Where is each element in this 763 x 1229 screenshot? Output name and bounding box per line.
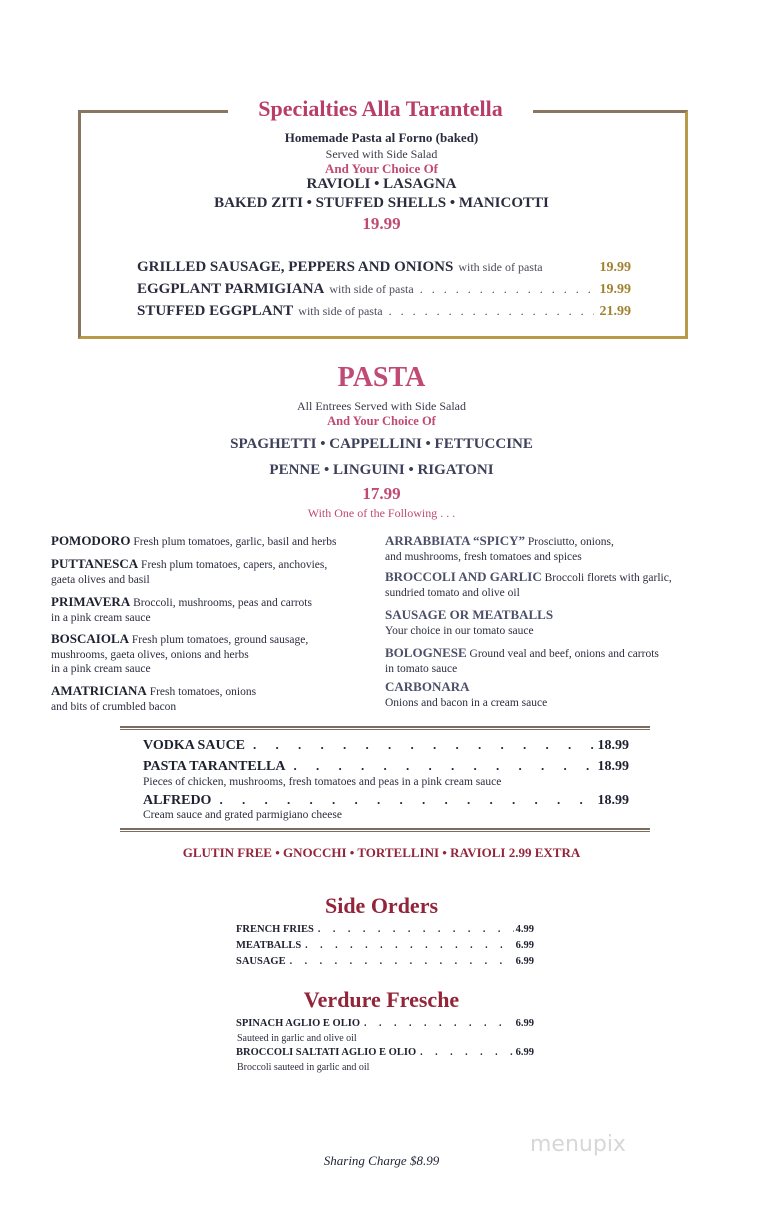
specialties-options-1: RAVIOLI • LASAGNA <box>306 176 457 192</box>
leader-dots <box>420 282 594 297</box>
verdure-item-desc: Broccoli sauteed in garlic and oil <box>237 1062 370 1073</box>
pasta-options-2: PENNE • LINGUINI • RIGATONI <box>269 462 494 478</box>
pasta-item-name: PUTTANESCA <box>51 556 139 571</box>
pasta-item <box>385 680 725 710</box>
sauce-item-name: ALFREDO <box>143 793 212 808</box>
side-item-price: 6.99 <box>515 940 534 951</box>
watermark-logo: menupix <box>530 1132 626 1157</box>
specialty-item-note: with side of pasta <box>329 282 414 296</box>
divider-top <box>120 726 650 730</box>
verdure-title: Verdure Fresche <box>303 987 460 1012</box>
sauce-item <box>143 758 629 776</box>
verdure-item-desc: Sauteed in garlic and olive oil <box>237 1033 357 1044</box>
verdure-item-price: 6.99 <box>515 1047 534 1058</box>
pasta-item <box>51 684 381 714</box>
side-item <box>236 924 534 938</box>
pasta-item-desc: gaeta olives and basil <box>51 573 150 586</box>
pasta-choice: And Your Choice Of <box>327 414 436 428</box>
specialty-item-price: 19.99 <box>599 260 631 275</box>
side-item-name: MEATBALLS <box>236 940 302 951</box>
specialty-item-name: EGGPLANT PARMIGIANA <box>137 281 325 297</box>
sauce-item-name: PASTA TARANTELLA <box>143 759 286 774</box>
verdure-item-price: 6.99 <box>515 1018 534 1029</box>
pasta-item-name: AMATRICIANA <box>51 683 147 698</box>
pasta-price: 17.99 <box>362 484 401 503</box>
specialty-item-price: 21.99 <box>599 304 631 319</box>
specialty-item <box>137 303 631 323</box>
side-item-price: 6.99 <box>515 956 534 967</box>
pasta-item-desc: and bits of crumbled bacon <box>51 700 177 713</box>
sauce-item-desc: Pieces of chicken, mushrooms, fresh tomatoes and peas in a pink cream sauce <box>143 776 502 788</box>
leader-dots <box>294 758 594 774</box>
sauce-item-desc: Cream sauce and grated parmigiano cheese <box>143 809 342 821</box>
pasta-item-desc: in tomato sauce <box>385 662 458 675</box>
side-item-price: 4.99 <box>515 924 534 935</box>
pasta-item-desc: Ground veal and beef, onions and carrots <box>469 648 659 660</box>
side-item-name: SAUSAGE <box>236 956 286 967</box>
verdure-item <box>236 1018 534 1032</box>
pasta-item-name: ARRABBIATA “SPICY” <box>385 533 526 548</box>
specialties-title: Specialties Alla Tarantella <box>228 96 533 126</box>
pasta-item-desc: Onions and bacon in a cream sauce <box>385 696 548 709</box>
specialties-choice: And Your Choice Of <box>324 161 439 176</box>
specialty-item-note: with side of pasta <box>458 260 543 274</box>
verdure-item <box>236 1047 534 1061</box>
leader-dots <box>420 1047 514 1058</box>
pasta-item-desc: in a pink cream sauce <box>51 611 151 624</box>
leader-dots <box>253 737 593 753</box>
pasta-item-desc: mushrooms, gaeta olives, onions and herbs <box>51 648 249 661</box>
pasta-item-desc: Your choice in our tomato sauce <box>385 624 534 637</box>
pasta-item <box>385 646 725 676</box>
verdure-item-name: SPINACH AGLIO E OLIO <box>236 1018 360 1029</box>
leader-dots <box>318 924 514 935</box>
pasta-item <box>51 534 381 550</box>
pasta-item-name: BROCCOLI AND GARLIC <box>385 569 542 584</box>
side-item-name: FRENCH FRIES <box>236 924 314 935</box>
pasta-item <box>385 534 725 564</box>
pasta-item-name: PRIMAVERA <box>51 594 131 609</box>
specialty-item-name: GRILLED SAUSAGE, PEPPERS AND ONIONS <box>137 259 454 275</box>
specialties-price: 19.99 <box>362 214 401 233</box>
pasta-served: All Entrees Served with Side Salad <box>297 399 466 413</box>
pasta-item <box>385 608 725 638</box>
leader-dots <box>305 940 513 951</box>
sauce-item-price: 18.99 <box>597 759 629 774</box>
sharing-charge: Sharing Charge $8.99 <box>323 1153 440 1168</box>
specialties-subtitle: Homemade Pasta al Forno (baked) <box>284 130 479 145</box>
side-item <box>236 940 534 954</box>
pasta-item <box>51 557 381 587</box>
verdure-item-name: BROCCOLI SALTATI AGLIO E OLIO <box>236 1047 417 1058</box>
pasta-item-desc: Broccoli florets with garlic, <box>544 572 672 584</box>
pasta-item-desc: sundried tomato and olive oil <box>385 586 520 599</box>
pasta-item-name: BOSCAIOLA <box>51 631 130 646</box>
leader-dots <box>219 792 593 808</box>
pasta-item <box>51 595 381 625</box>
pasta-item-name: POMODORO <box>51 533 131 548</box>
pasta-item <box>51 632 381 677</box>
pasta-item-name: CARBONARA <box>385 679 470 694</box>
specialties-served: Served with Side Salad <box>325 147 438 161</box>
pasta-item-desc: in a pink cream sauce <box>51 663 151 675</box>
specialty-item-name: STUFFED EGGPLANT <box>137 303 294 319</box>
sauce-item <box>143 737 629 755</box>
sauce-item-name: VODKA SAUCE <box>143 738 246 753</box>
specialties-options-2: BAKED ZITI • STUFFED SHELLS • MANICOTTI <box>214 195 549 211</box>
specialty-item <box>137 281 631 301</box>
gluten-free-note: GLUTIN FREE • GNOCCHI • TORTELLINI • RAVIOLI 2.99 EXTRA <box>182 845 581 860</box>
leader-dots <box>290 956 514 967</box>
pasta-options-1: SPAGHETTI • CAPPELLINI • FETTUCCINE <box>230 436 533 452</box>
pasta-item-desc: and mushrooms, fresh tomatoes and spices <box>385 550 582 563</box>
leader-dots <box>389 304 594 319</box>
pasta-item-desc: Fresh tomatoes, onions <box>149 686 257 698</box>
pasta-item-desc: Prosciutto, onions, <box>527 536 614 548</box>
pasta-item-name: SAUSAGE OR MEATBALLS <box>385 607 554 622</box>
sauce-item-price: 18.99 <box>597 738 629 753</box>
sauce-item <box>143 792 629 810</box>
pasta-title: PASTA <box>337 362 426 393</box>
divider-bottom <box>120 828 650 832</box>
side-orders-title: Side Orders <box>324 893 439 918</box>
pasta-item-desc: Broccoli, mushrooms, peas and carrots <box>133 597 312 609</box>
sauce-item-price: 18.99 <box>597 793 629 808</box>
specialty-item-note: with side of pasta <box>298 304 383 318</box>
pasta-item-desc: Fresh plum tomatoes, capers, anchovies, <box>141 559 328 571</box>
pasta-with-following: With One of the Following . . . <box>307 506 456 520</box>
pasta-item-desc: Fresh plum tomatoes, ground sausage, <box>131 634 309 646</box>
pasta-item-name: BOLOGNESE <box>385 645 467 660</box>
leader-dots <box>364 1018 514 1029</box>
side-item <box>236 956 534 970</box>
specialty-item <box>137 259 631 279</box>
pasta-item <box>385 570 725 600</box>
specialty-item-price: 19.99 <box>599 282 631 297</box>
pasta-item-desc: Fresh plum tomatoes, garlic, basil and herbs <box>133 536 337 548</box>
